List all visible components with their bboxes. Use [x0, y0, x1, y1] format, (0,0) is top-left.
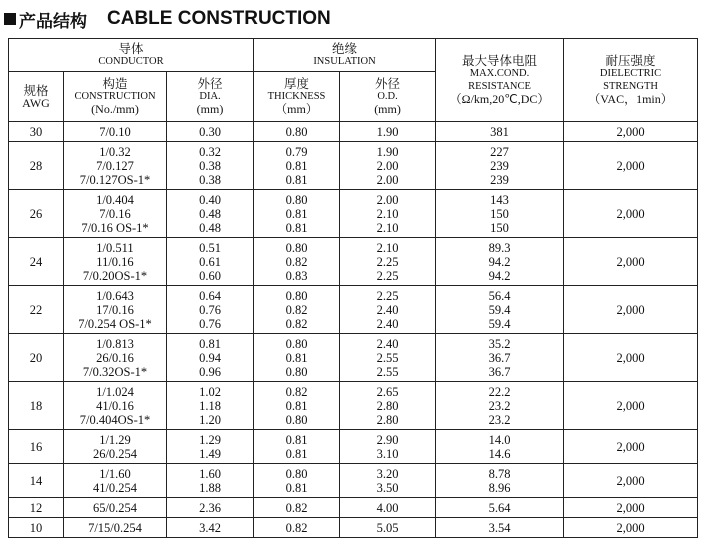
- construction-line: 26/0.16: [96, 350, 134, 365]
- od-line: 4.00: [376, 500, 399, 515]
- od-line: 3.10: [376, 446, 399, 461]
- awg-cell: 26: [9, 190, 64, 238]
- dia-line: 1.20: [199, 412, 221, 427]
- dielectric-header-en1: DIELECTRIC: [599, 68, 662, 79]
- resistance-header-en1: MAX.COND.: [469, 68, 530, 79]
- resistance-line: 227: [490, 144, 509, 159]
- thickness-line: 0.80: [285, 336, 308, 351]
- dia-line: 1.49: [199, 446, 221, 461]
- construction-line: 41/0.16: [96, 398, 134, 413]
- dia-line: 0.32: [199, 144, 221, 159]
- resistance-cell: [436, 238, 564, 286]
- dia-header-cn: 外径: [197, 76, 223, 91]
- thickness-line: 0.80: [285, 192, 308, 207]
- dia-line: 0.94: [199, 350, 221, 365]
- construction-line: 7/0.32OS-1*: [82, 364, 148, 379]
- resistance-cell: [436, 142, 564, 190]
- resistance-header-cn: 最大导体电阻: [462, 53, 538, 68]
- od-cell: [340, 518, 436, 538]
- dielectric-cell: 2,000: [564, 238, 698, 286]
- awg-cell: 14: [9, 464, 64, 498]
- construction-header: [64, 72, 167, 122]
- dia-header-en: DIA.: [199, 91, 221, 102]
- resistance-cell: [436, 518, 564, 538]
- od-header: [340, 72, 436, 122]
- od-line: 2.10: [376, 220, 399, 235]
- dielectric-header: [564, 39, 698, 122]
- dielectric-cell: 2,000: [564, 190, 698, 238]
- resistance-cell: [436, 382, 564, 430]
- awg-cell: 12: [9, 498, 64, 518]
- resistance-header-en2: RESISTANCE: [468, 81, 531, 92]
- table-body: [9, 122, 698, 538]
- resistance-cell: [436, 464, 564, 498]
- construction-line: 17/0.16: [96, 302, 134, 317]
- awg-cell: 10: [9, 518, 64, 538]
- resistance-line: 22.2: [488, 384, 511, 399]
- construction-line: 7/0.16 OS-1*: [81, 220, 149, 235]
- construction-line: 1/1.29: [99, 432, 131, 447]
- dia-line: 0.61: [199, 254, 221, 269]
- dia-line: 3.42: [199, 520, 221, 535]
- resistance-line: 35.2: [488, 336, 511, 351]
- awg-cell: 22: [9, 286, 64, 334]
- thickness-line: 0.81: [285, 446, 308, 461]
- od-cell: [340, 382, 436, 430]
- resistance-line: 89.3: [488, 240, 511, 255]
- construction-line: 7/0.127: [96, 158, 134, 173]
- construction-cell: [64, 430, 167, 464]
- table-row: [9, 122, 698, 142]
- od-line: 2.25: [376, 288, 399, 303]
- construction-line: 1/1.60: [99, 466, 131, 481]
- dia-cell: [167, 464, 254, 498]
- construction-line: 1/0.813: [96, 336, 134, 351]
- thickness-cell: [254, 498, 340, 518]
- dielectric-cell: 2,000: [564, 498, 698, 518]
- od-line: 5.05: [376, 520, 399, 535]
- resistance-line: 23.2: [488, 398, 511, 413]
- dia-line: 0.96: [199, 364, 221, 379]
- dielectric-cell: 2,000: [564, 142, 698, 190]
- thickness-line: 0.82: [285, 520, 308, 535]
- od-cell: [340, 334, 436, 382]
- thickness-line: 0.81: [285, 220, 308, 235]
- awg-header-en: AWG: [22, 95, 50, 110]
- construction-line: 7/0.404OS-1*: [79, 412, 151, 427]
- thickness-cell: [254, 142, 340, 190]
- table-row: [9, 382, 698, 430]
- construction-cell: [64, 382, 167, 430]
- table-row: [9, 142, 698, 190]
- thickness-header-cn: 厚度: [284, 76, 310, 91]
- od-line: 2.00: [376, 192, 399, 207]
- od-line: 2.25: [376, 254, 399, 269]
- construction-line: 7/0.127OS-1*: [79, 172, 151, 187]
- insulation-header-cn: 绝缘: [332, 41, 358, 56]
- dia-line: 0.40: [199, 192, 221, 207]
- thickness-cell: [254, 238, 340, 286]
- construction-header-en: CONSTRUCTION: [74, 91, 156, 102]
- resistance-line: 59.4: [488, 302, 511, 317]
- dia-cell: [167, 122, 254, 142]
- table-row: [9, 286, 698, 334]
- conductor-header-en: CONDUCTOR: [98, 56, 164, 67]
- resistance-line: 36.7: [488, 364, 511, 379]
- resistance-line: 23.2: [488, 412, 511, 427]
- header-row-top: [9, 39, 698, 72]
- dielectric-cell: 2,000: [564, 334, 698, 382]
- heading-cn: 产品结构: [19, 11, 87, 32]
- od-cell: [340, 286, 436, 334]
- dia-cell: [167, 382, 254, 430]
- thickness-line: 0.81: [285, 350, 308, 365]
- od-line: 2.00: [376, 172, 399, 187]
- awg-header-cn: 规格: [23, 82, 49, 98]
- dia-cell: [167, 238, 254, 286]
- resistance-cell: [436, 430, 564, 464]
- construction-line: 7/15/0.254: [88, 520, 142, 535]
- construction-line: 1/0.643: [96, 288, 134, 303]
- thickness-line: 0.81: [285, 432, 308, 447]
- od-line: 2.90: [376, 432, 399, 447]
- construction-cell: [64, 498, 167, 518]
- thickness-line: 0.82: [285, 316, 308, 331]
- resistance-cell: [436, 498, 564, 518]
- od-line: 2.10: [376, 206, 399, 221]
- construction-header-unit: (No./mm): [91, 102, 139, 116]
- dia-cell: [167, 142, 254, 190]
- dielectric-header-cn: 耐压强度: [605, 53, 656, 68]
- od-cell: [340, 122, 436, 142]
- resistance-line: 56.4: [488, 288, 511, 303]
- dia-line: 0.81: [199, 336, 221, 351]
- resistance-line: 150: [490, 220, 509, 235]
- dielectric-cell: 2,000: [564, 464, 698, 498]
- dia-cell: [167, 190, 254, 238]
- resistance-line: 94.2: [488, 268, 511, 283]
- thickness-line: 0.81: [285, 398, 308, 413]
- construction-cell: [64, 122, 167, 142]
- thickness-line: 0.81: [285, 206, 308, 221]
- dia-line: 2.36: [199, 500, 221, 515]
- od-line: 1.90: [376, 144, 399, 159]
- cable-construction-table: [8, 38, 698, 538]
- construction-cell: [64, 464, 167, 498]
- od-cell: [340, 238, 436, 286]
- resistance-line: 8.96: [488, 480, 511, 495]
- od-cell: [340, 142, 436, 190]
- od-cell: [340, 464, 436, 498]
- thickness-line: 0.80: [285, 466, 308, 481]
- table-row: [9, 334, 698, 382]
- construction-line: 26/0.254: [92, 446, 138, 461]
- awg-header: [9, 72, 64, 122]
- dielectric-cell: 2,000: [564, 286, 698, 334]
- insulation-header: [254, 39, 436, 72]
- thickness-cell: [254, 464, 340, 498]
- dia-line: 1.29: [199, 432, 221, 447]
- construction-line: 1/1.024: [96, 384, 134, 399]
- construction-cell: [64, 238, 167, 286]
- construction-line: 1/0.511: [96, 240, 134, 255]
- table-row: [9, 518, 698, 538]
- resistance-line: 14.0: [488, 432, 511, 447]
- resistance-line: 239: [490, 158, 509, 173]
- thickness-cell: [254, 286, 340, 334]
- od-line: 2.80: [376, 398, 399, 413]
- resistance-header: [436, 39, 564, 122]
- square-bullet-icon: [4, 13, 16, 25]
- construction-line: 65/0.254: [92, 500, 138, 515]
- thickness-line: 0.80: [285, 124, 308, 139]
- construction-line: 1/0.32: [99, 144, 131, 159]
- construction-header-cn: 构造: [102, 76, 128, 91]
- thickness-cell: [254, 382, 340, 430]
- construction-line: 41/0.254: [92, 480, 138, 495]
- dia-line: 1.60: [199, 466, 221, 481]
- table-row: [9, 498, 698, 518]
- od-line: 3.50: [376, 480, 399, 495]
- thickness-line: 0.80: [285, 240, 308, 255]
- dia-line: 1.18: [199, 398, 221, 413]
- od-line: 1.90: [376, 124, 399, 139]
- thickness-cell: [254, 334, 340, 382]
- construction-line: 11/0.16: [96, 254, 134, 269]
- resistance-line: 5.64: [488, 500, 511, 515]
- section-heading: [4, 6, 331, 32]
- od-cell: [340, 498, 436, 518]
- od-line: 2.65: [376, 384, 399, 399]
- construction-cell: [64, 518, 167, 538]
- resistance-line: 143: [490, 192, 509, 207]
- od-header-unit: (mm): [374, 102, 401, 116]
- dia-line: 1.02: [199, 384, 221, 399]
- dia-cell: [167, 286, 254, 334]
- dia-cell: [167, 518, 254, 538]
- od-line: 2.40: [376, 302, 399, 317]
- dia-cell: [167, 430, 254, 464]
- thickness-line: 0.80: [285, 412, 308, 427]
- conductor-header: [9, 39, 254, 72]
- dia-line: 0.30: [199, 124, 221, 139]
- awg-cell: 16: [9, 430, 64, 464]
- resistance-line: 150: [490, 206, 509, 221]
- od-line: 2.55: [376, 350, 399, 365]
- thickness-line: 0.79: [285, 144, 308, 159]
- thickness-line: 0.81: [285, 172, 308, 187]
- dia-line: 0.48: [199, 220, 221, 235]
- resistance-line: 14.6: [488, 446, 511, 461]
- resistance-line: 36.7: [488, 350, 511, 365]
- dia-header: [167, 72, 254, 122]
- od-line: 2.40: [376, 336, 399, 351]
- thickness-cell: [254, 122, 340, 142]
- thickness-cell: [254, 518, 340, 538]
- dia-header-unit: (mm): [196, 102, 224, 116]
- thickness-cell: [254, 190, 340, 238]
- awg-cell: 28: [9, 142, 64, 190]
- resistance-line: 8.78: [488, 466, 511, 481]
- awg-cell: 24: [9, 238, 64, 286]
- od-line: 2.25: [376, 268, 399, 283]
- awg-cell: 18: [9, 382, 64, 430]
- construction-cell: [64, 286, 167, 334]
- dia-line: 0.60: [199, 268, 221, 283]
- dia-line: 0.48: [199, 206, 221, 221]
- awg-cell: 30: [9, 122, 64, 142]
- dia-cell: [167, 498, 254, 518]
- od-line: 2.55: [376, 364, 399, 379]
- thickness-line: 0.81: [285, 480, 308, 495]
- construction-line: 7/0.20OS-1*: [82, 268, 148, 283]
- thickness-line: 0.82: [285, 500, 308, 515]
- resistance-cell: [436, 334, 564, 382]
- construction-line: 7/0.254 OS-1*: [78, 316, 152, 331]
- dielectric-cell: 2,000: [564, 122, 698, 142]
- resistance-header-unit: （Ω/km,20℃,DC）: [449, 92, 550, 106]
- dielectric-cell: 2,000: [564, 430, 698, 464]
- table-row: [9, 190, 698, 238]
- thickness-line: 0.80: [285, 288, 308, 303]
- dia-line: 0.76: [199, 316, 221, 331]
- dia-line: 1.88: [199, 480, 221, 495]
- dielectric-header-unit: （VAC，1min）: [588, 92, 673, 106]
- thickness-line: 0.80: [285, 364, 308, 379]
- od-cell: [340, 190, 436, 238]
- construction-line: 1/0.404: [96, 192, 134, 207]
- od-header-cn: 外径: [375, 76, 401, 91]
- dielectric-cell: 2,000: [564, 518, 698, 538]
- table-row: [9, 430, 698, 464]
- construction-cell: [64, 190, 167, 238]
- dielectric-header-en2: STRENGTH: [603, 81, 658, 92]
- construction-cell: [64, 334, 167, 382]
- thickness-line: 0.81: [285, 158, 308, 173]
- resistance-line: 239: [490, 172, 509, 187]
- dia-line: 0.38: [199, 172, 221, 187]
- heading-en: CABLE CONSTRUCTION: [107, 8, 331, 29]
- od-line: 2.80: [376, 412, 399, 427]
- resistance-cell: [436, 286, 564, 334]
- dia-line: 0.76: [199, 302, 221, 317]
- thickness-header-unit: （mm）: [275, 102, 318, 116]
- thickness-header: [254, 72, 340, 122]
- dia-line: 0.51: [199, 240, 221, 255]
- table-row: [9, 238, 698, 286]
- thickness-line: 0.83: [285, 268, 308, 283]
- thickness-header-en: THICKNESS: [267, 91, 326, 102]
- construction-line: 7/0.16: [99, 206, 131, 221]
- od-line: 2.40: [376, 316, 399, 331]
- resistance-line: 59.4: [488, 316, 511, 331]
- construction-cell: [64, 142, 167, 190]
- od-cell: [340, 430, 436, 464]
- dia-cell: [167, 334, 254, 382]
- od-header-en: O.D.: [377, 91, 398, 102]
- thickness-line: 0.82: [285, 302, 308, 317]
- resistance-line: 3.54: [488, 520, 511, 535]
- dia-line: 0.38: [199, 158, 221, 173]
- awg-cell: 20: [9, 334, 64, 382]
- conductor-header-cn: 导体: [118, 41, 144, 56]
- resistance-line: 94.2: [488, 254, 511, 269]
- thickness-line: 0.82: [285, 254, 308, 269]
- thickness-cell: [254, 430, 340, 464]
- od-line: 3.20: [376, 466, 399, 481]
- dielectric-cell: 2,000: [564, 382, 698, 430]
- od-line: 2.10: [376, 240, 399, 255]
- dia-line: 0.64: [199, 288, 221, 303]
- resistance-cell: [436, 122, 564, 142]
- table-row: [9, 464, 698, 498]
- od-line: 2.00: [376, 158, 399, 173]
- resistance-line: 381: [490, 124, 509, 139]
- construction-line: 7/0.10: [99, 124, 131, 139]
- thickness-line: 0.82: [285, 384, 308, 399]
- resistance-cell: [436, 190, 564, 238]
- insulation-header-en: INSULATION: [313, 56, 376, 67]
